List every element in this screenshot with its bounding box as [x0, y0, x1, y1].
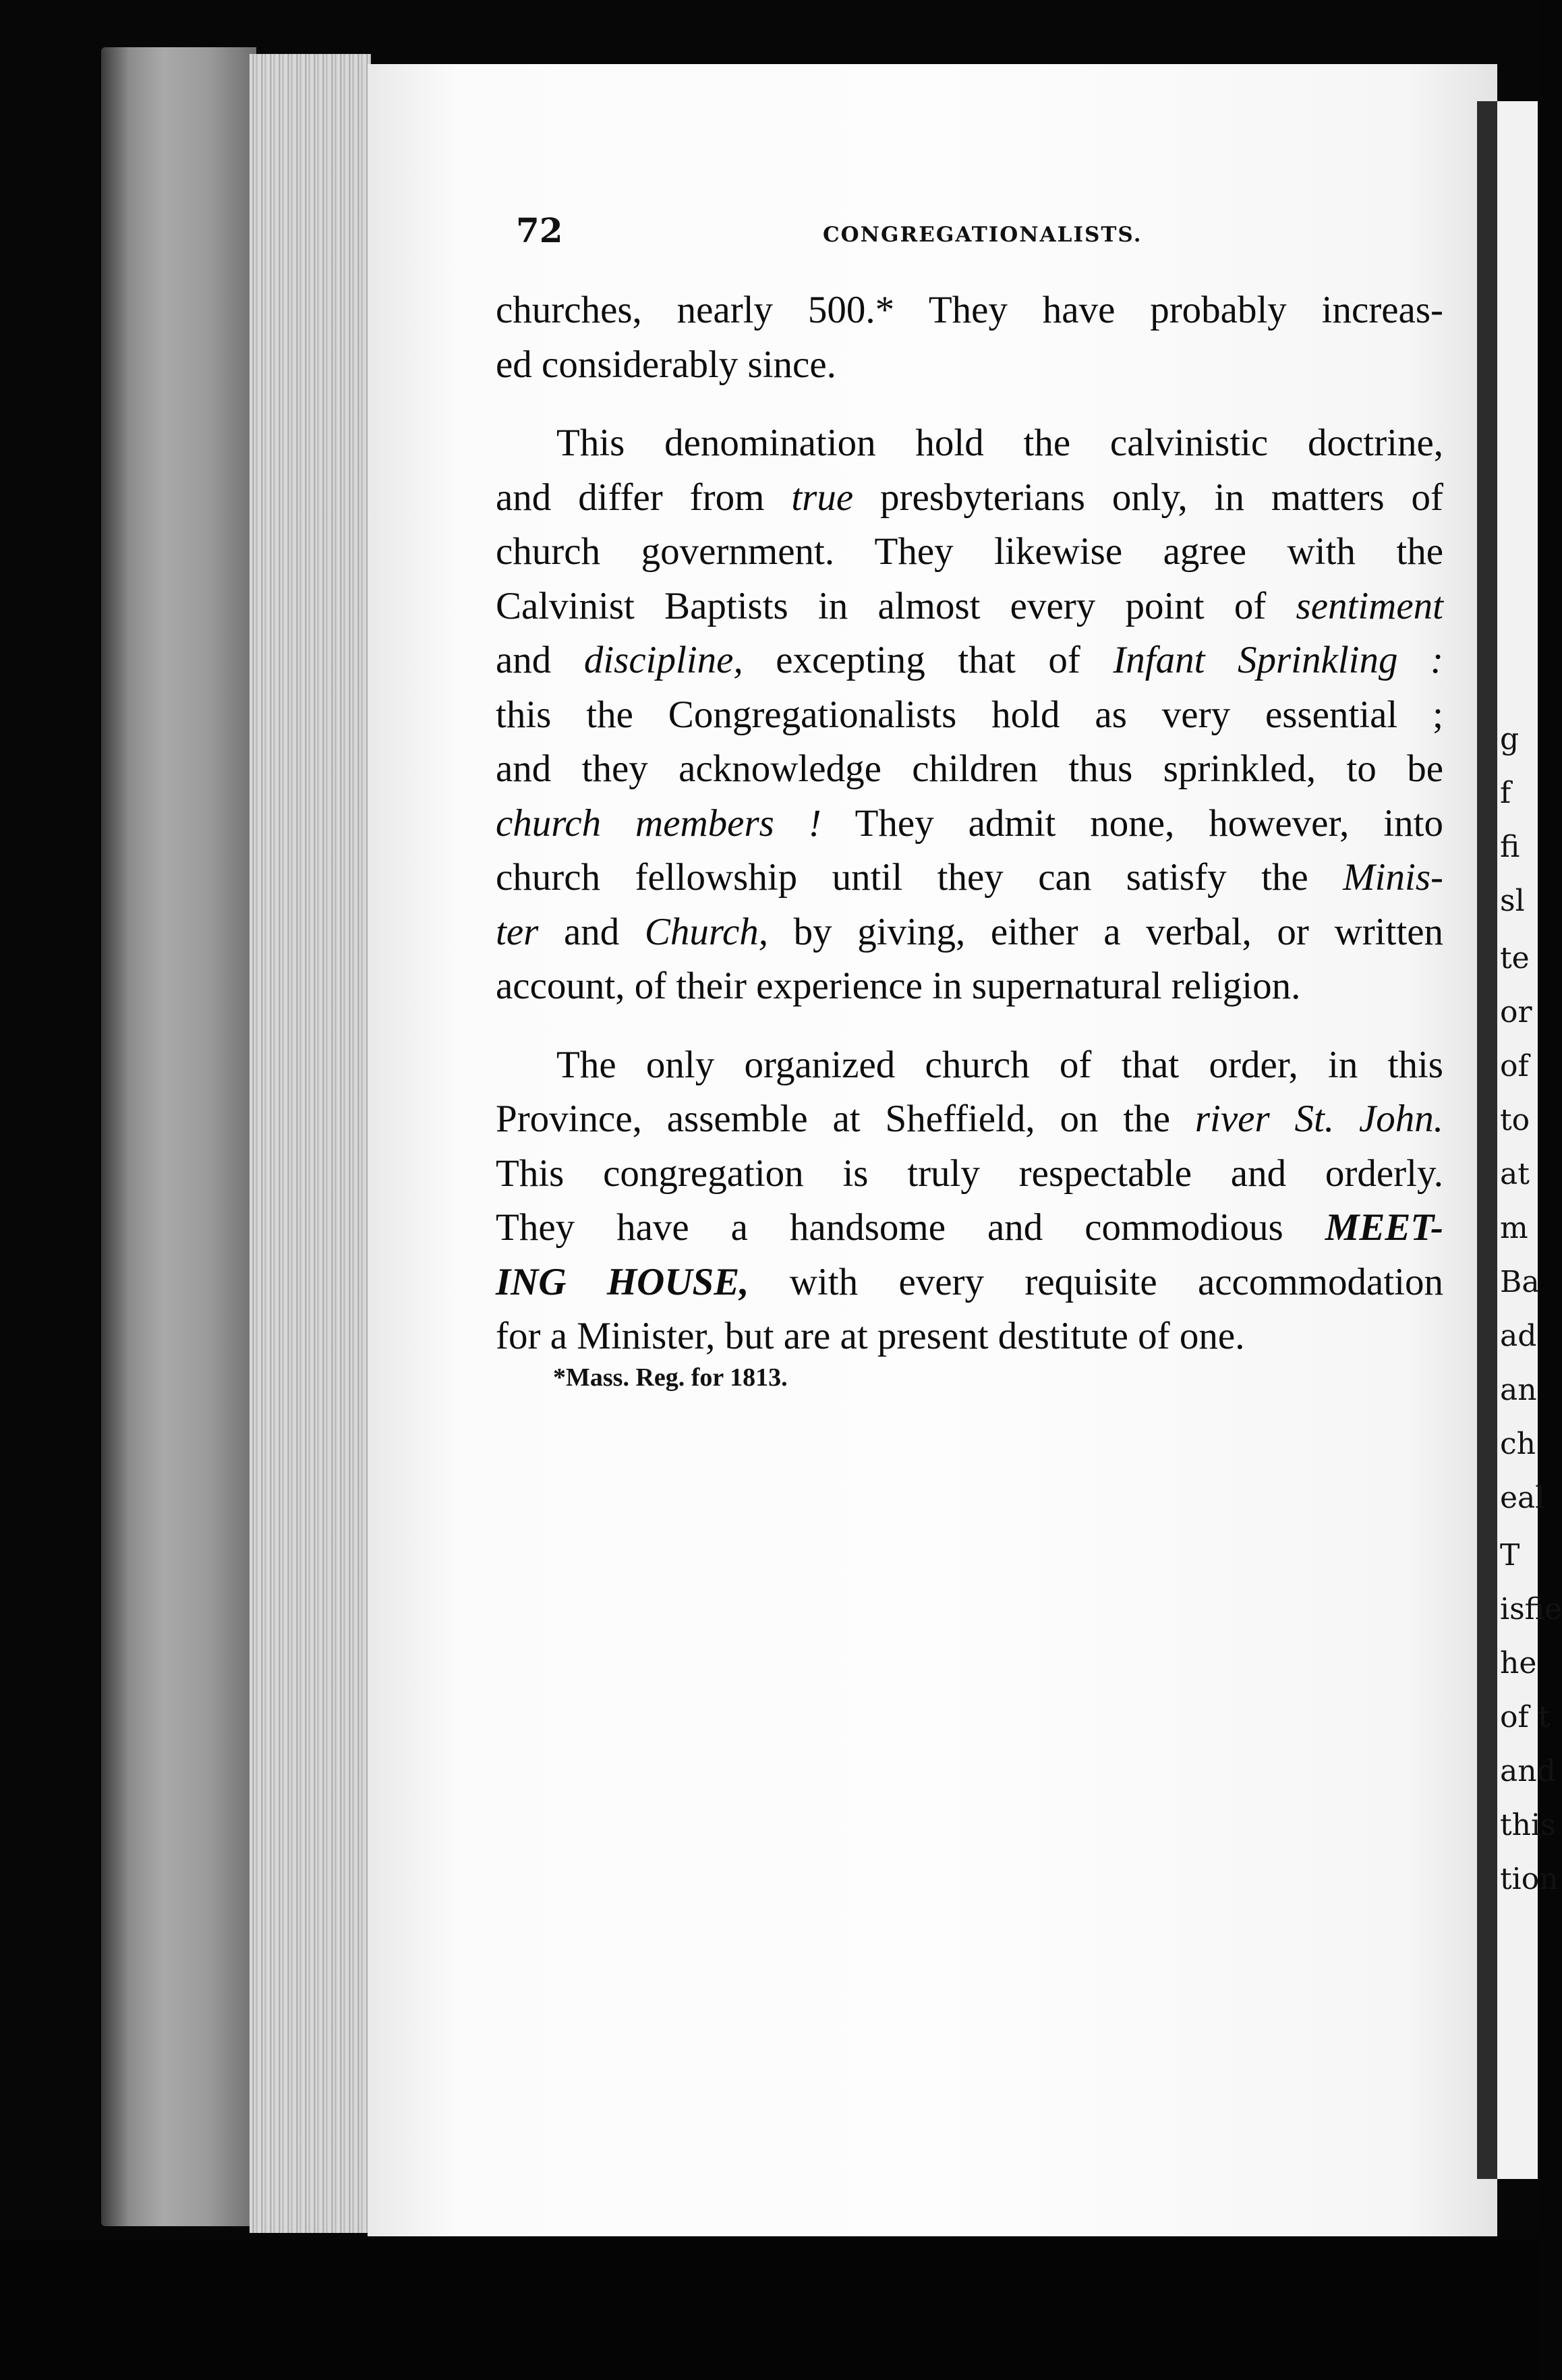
italic-run: Church,: [644, 910, 769, 953]
paragraph-2: [496, 416, 1443, 1014]
facing-page-line: ad: [1500, 1319, 1537, 1353]
text-line: churches, nearly 500.* They have probably increas-: [496, 289, 1443, 331]
text-line: This congregation is truly respectable and orderly.: [496, 1152, 1443, 1195]
facing-page-line: an: [1500, 1373, 1537, 1407]
text-line: and they acknowledge children thus sprinkled, to be: [496, 747, 1443, 790]
facing-page-line: at: [1500, 1157, 1530, 1191]
text-line: ed considerably since.: [496, 343, 836, 386]
text-line: [496, 1201, 1443, 1255]
italic-run: discipline,: [583, 639, 743, 681]
italic-run: sentiment: [1296, 584, 1443, 627]
facing-page-line: of: [1500, 1049, 1529, 1083]
scan-background: [0, 2240, 1538, 2380]
facing-page-line: g: [1500, 722, 1520, 756]
text-line: church government. They likewise agree with the: [496, 530, 1443, 573]
running-head: CONGREGATIONALISTS.: [823, 223, 1142, 247]
text-line: [496, 1092, 1443, 1147]
paragraph-1: [496, 283, 1443, 392]
text-line: [496, 851, 1443, 905]
text-run: Calvinist Baptists in almost every point of: [496, 584, 1296, 627]
paragraph-3: [496, 1038, 1443, 1364]
text-line: The only organized church of that order, in this: [556, 1043, 1443, 1086]
text-run: presbyterians only, in matters of: [853, 476, 1443, 519]
italic-run: true: [791, 476, 854, 519]
text-run: They admit none, however, into: [821, 801, 1443, 845]
facing-page-line: or: [1500, 995, 1532, 1029]
text-line: this the Congregationalists hold as very essential ;: [496, 693, 1443, 736]
text-line: [496, 1255, 1443, 1310]
facing-page-line: isfie: [1500, 1592, 1562, 1626]
text-line: [496, 633, 1443, 688]
text-run: by giving, either a verbal, or written: [768, 910, 1443, 953]
text-run: excepting that of: [743, 639, 1113, 681]
text-run: and differ from: [496, 476, 792, 519]
facing-page-line: te: [1500, 941, 1530, 975]
text-run: They have a handsome and commodious: [496, 1206, 1325, 1249]
facing-page-line: he: [1500, 1646, 1537, 1680]
facing-page-line: ch: [1500, 1427, 1536, 1461]
italic-run: Infant Sprinkling :: [1113, 639, 1443, 681]
page-header: [516, 210, 1420, 258]
facing-page-line: and: [1500, 1754, 1556, 1788]
footnote: *Mass. Reg. for 1813.: [553, 1363, 788, 1392]
book-binding: [101, 47, 256, 2226]
text-run: and: [538, 910, 645, 953]
facing-page-line: f: [1500, 776, 1511, 810]
page-edges: [250, 54, 371, 2233]
italic-run: MEET-: [1325, 1206, 1443, 1249]
text-line: [496, 797, 1443, 851]
facing-page-line: sl: [1500, 884, 1525, 918]
page-number: 72: [516, 210, 563, 250]
text-run: with every requisite accommodation: [749, 1260, 1443, 1303]
text-line: account, of their experience in supernatural religion.: [496, 965, 1301, 1007]
text-run: and: [496, 639, 584, 681]
facing-page-line: fi: [1500, 830, 1520, 864]
text-line: [496, 579, 1443, 634]
text-line: This denomination hold the calvinistic doctrine,: [556, 422, 1443, 464]
facing-page-line: of t: [1500, 1700, 1551, 1734]
facing-page-line: eal: [1500, 1481, 1545, 1515]
page-body: [496, 283, 1443, 1364]
facing-page-line: this: [1500, 1808, 1556, 1842]
facing-page-fragment: [1477, 101, 1562, 2179]
facing-page-line: Ba: [1500, 1265, 1540, 1299]
italic-run: church members !: [496, 801, 821, 845]
facing-page-line: to: [1500, 1103, 1530, 1137]
text-line: for a Minister, but are at present destitute of one.: [496, 1315, 1245, 1357]
italic-run: ING HOUSE,: [496, 1260, 749, 1303]
facing-page-line: m: [1500, 1211, 1528, 1245]
text-line: [496, 471, 1443, 526]
facing-page-line: T: [1500, 1538, 1520, 1572]
text-run: church fellowship until they can satisfy the: [496, 856, 1343, 899]
italic-run: ter: [496, 910, 539, 953]
facing-page-line: tion: [1500, 1862, 1559, 1896]
text-run: Province, assemble at Sheffield, on the: [496, 1098, 1195, 1140]
italic-run: Minis-: [1343, 856, 1443, 899]
text-line: [496, 905, 1443, 960]
italic-run: river St. John.: [1194, 1098, 1444, 1140]
